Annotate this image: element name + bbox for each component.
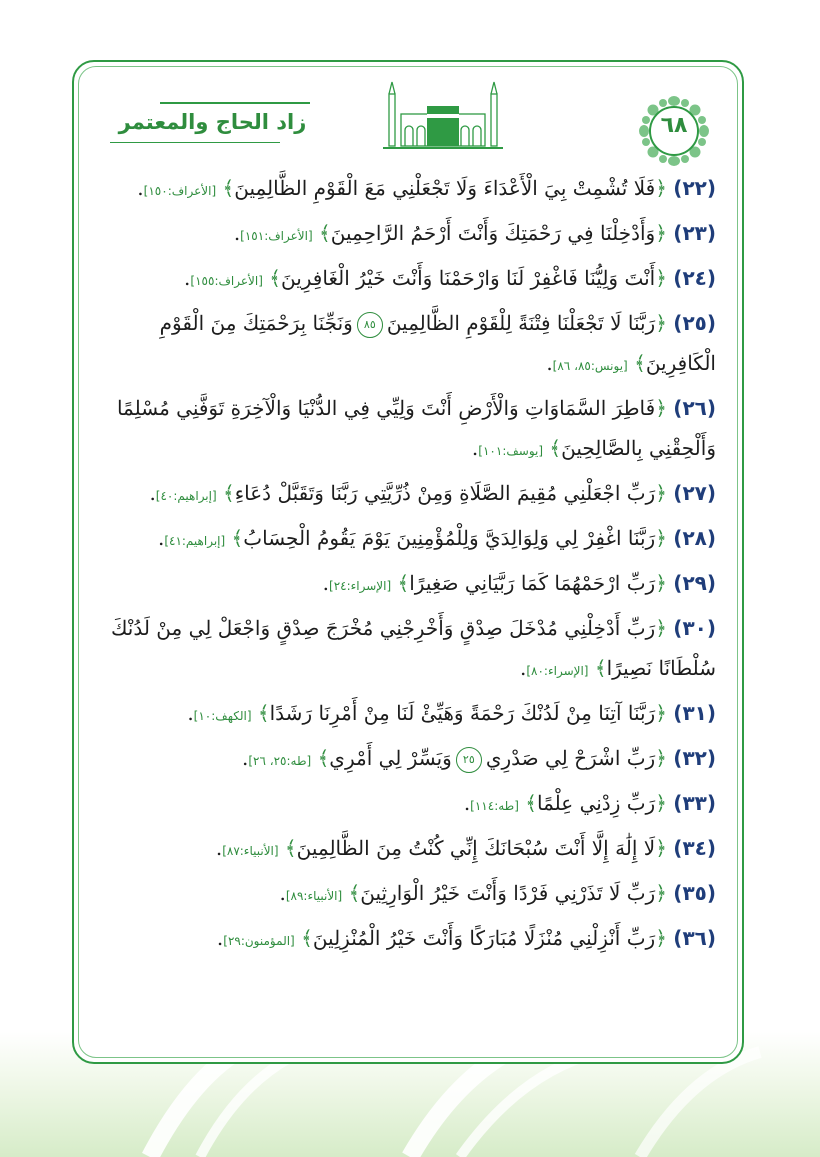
- entry-reference: [إبراهيم:٤١]: [164, 534, 226, 548]
- entry-number: (٣٣): [673, 791, 716, 815]
- entry-text: رَبِّ أَدْخِلْنِي مُدْخَلَ صِدْقٍ وَأَخْرِجْنِي مُخْرَجَ صِدْقٍ وَاجْعَلْ لِي مِنْ لَدُنْكَ سُلْطَانًا نَصِيرًا: [110, 616, 716, 680]
- entry-text: رَبِّ لَا تَذَرْنِي فَرْدًا وَأَنْتَ خَيْرُ الْوَارِثِينَ: [360, 881, 656, 905]
- entry-reference: [يوسف:١٠١]: [478, 444, 544, 458]
- entry-text: أَنْتَ وَلِيُّنَا فَاغْفِرْ لَنَا وَارْحَمْنَا وَأَنْتَ خَيْرُ الْغَافِرِينَ: [280, 266, 656, 290]
- quran-bracket-open-icon: ﴿: [655, 221, 667, 245]
- entry-reference: [طه:١١٤]: [470, 799, 519, 813]
- entry-number: (٢٨): [673, 526, 716, 550]
- entry-reference: [الأعراف:١٥٥]: [190, 274, 263, 288]
- entry-number: (٢٤): [673, 266, 716, 290]
- quran-bracket-close-icon: ﴾: [269, 266, 281, 290]
- quran-bracket-open-icon: ﴿: [655, 701, 667, 725]
- list-item: (٢٦) ﴿فَاطِرَ السَّمَاوَاتِ وَالْأَرْضِ أَنْتَ وَلِيِّي فِي الدُّنْيَا وَالْآخِرَةِ تَوَفَّنِي مُسْلِمًا وَأَلْحِقْنِي بِالصَّالِحِينَ﴾ [يوسف:١٠١].: [116, 396, 716, 460]
- entry-text: فَلَا تُشْمِتْ بِيَ الْأَعْدَاءَ وَلَا تَجْعَلْنِي مَعَ الْقَوْمِ الظَّالِمِينَ: [234, 176, 656, 200]
- list-item: (٢٢) ﴿فَلَا تُشْمِتْ بِيَ الْأَعْدَاءَ وَلَا تَجْعَلْنِي مَعَ الْقَوْمِ الظَّالِمِينَ﴾ [الأعراف:١٥٠].: [137, 176, 716, 200]
- list-item: (٢٧) ﴿رَبِّ اجْعَلْنِي مُقِيمَ الصَّلَاةِ وَمِنْ ذُرِّيَّتِي رَبَّنَا وَتَقَبَّلْ دُعَاءِ﴾ [إبراهيم:٤٠].: [149, 481, 716, 505]
- title-ornament-top: [160, 102, 310, 104]
- dua-list: [100, 168, 716, 963]
- list-item: (٣١) ﴿رَبَّنَا آتِنَا مِنْ لَدُنْكَ رَحْمَةً وَهَيِّئْ لَنَا مِنْ أَمْرِنَا رَشَدًا﴾ [الكهف:١٠].: [187, 701, 716, 725]
- entry-text: لَا إِلَٰهَ إِلَّا أَنْتَ سُبْحَانَكَ إِنِّي كُنْتُ مِنَ الظَّالِمِينَ: [296, 836, 656, 860]
- quran-bracket-close-icon: ﴾: [594, 656, 607, 680]
- entry-text: رَبَّنَا اغْفِرْ لِي وَلِوَالِدَيَّ وَلِلْمُؤْمِنِينَ يَوْمَ يَقُومُ الْحِسَابُ: [243, 526, 656, 550]
- entry-number: (٢٩): [673, 571, 716, 595]
- list-item: (٣٢) ﴿رَبِّ اشْرَحْ لِي صَدْرِي٢٥وَيَسِّرْ لِي أَمْرِي﴾ [طه:٢٥، ٢٦].: [100, 738, 716, 781]
- entry-number: (٣٦): [673, 926, 716, 950]
- entry-reference: [الأعراف:١٥٠]: [143, 184, 217, 198]
- list-item: (٢٩) ﴿رَبِّ ارْحَمْهُمَا كَمَا رَبَّيَانِي صَغِيرًا﴾ [الإسراء:٢٤].: [322, 571, 716, 595]
- quran-bracket-open-icon: ﴿: [655, 746, 667, 770]
- entry-text: رَبِّ ارْحَمْهُمَا كَمَا رَبَّيَانِي صَغِيرًا: [409, 571, 656, 595]
- entry-text: وَأَدْخِلْنَا فِي رَحْمَتِكَ وَأَنْتَ أَرْحَمُ الرَّاحِمِينَ: [330, 221, 656, 245]
- entry-text: رَبِّ أَنْزِلْنِي مُنْزَلًا مُبَارَكًا وَأَنْتَ خَيْرُ الْمُنْزِلِينَ: [312, 926, 656, 950]
- entry-number: (٣١): [673, 701, 716, 725]
- quran-bracket-open-icon: ﴿: [655, 526, 667, 550]
- quran-bracket-open-icon: ﴿: [655, 571, 667, 595]
- entry-number: (٢٣): [673, 221, 716, 245]
- quran-bracket-open-icon: ﴿: [655, 926, 667, 950]
- list-item: (٣٥) ﴿رَبِّ لَا تَذَرْنِي فَرْدًا وَأَنْتَ خَيْرُ الْوَارِثِينَ﴾ [الأنبياء:٨٩].: [279, 881, 716, 905]
- quran-bracket-close-icon: ﴾: [525, 791, 537, 815]
- quran-bracket-open-icon: ﴿: [655, 481, 667, 505]
- entry-number: (٢٥): [673, 311, 716, 335]
- quran-bracket-close-icon: ﴾: [223, 481, 235, 505]
- quran-bracket-close-icon: ﴾: [634, 351, 646, 375]
- quran-bracket-close-icon: ﴾: [284, 836, 297, 860]
- quran-bracket-close-icon: ﴾: [222, 176, 235, 200]
- entry-reference: [يونس:٨٥، ٨٦]: [552, 359, 628, 373]
- ayah-marker: ٨٥: [357, 312, 383, 338]
- entry-reference: [الإسراء:٨٠]: [526, 664, 589, 678]
- quran-bracket-close-icon: ﴾: [549, 436, 562, 460]
- list-item: (٣٦) ﴿رَبِّ أَنْزِلْنِي مُنْزَلًا مُبَارَكًا وَأَنْتَ خَيْرُ الْمُنْزِلِينَ﴾ [المؤمنون:٢٩].: [216, 926, 716, 950]
- list-item: (٣٣) ﴿رَبِّ زِدْنِي عِلْمًا﴾ [طه:١١٤].: [463, 791, 716, 815]
- quran-bracket-close-icon: ﴾: [231, 526, 244, 550]
- quran-bracket-open-icon: ﴿: [655, 616, 667, 640]
- quran-bracket-open-icon: ﴿: [655, 791, 667, 815]
- quran-bracket-close-icon: ﴾: [319, 221, 331, 245]
- entry-reference: [الأنبياء:٨٩]: [285, 889, 343, 903]
- quran-bracket-close-icon: ﴾: [257, 701, 270, 725]
- quran-bracket-open-icon: ﴿: [655, 176, 667, 200]
- entry-reference: [الأنبياء:٨٧]: [222, 844, 279, 858]
- entry-number: (٢٧): [673, 481, 716, 505]
- entry-text-continued: وَنَجِّنَا بِرَحْمَتِكَ مِنَ الْقَوْمِ الْكَافِرِينَ: [159, 311, 716, 375]
- entry-text: رَبِّ اشْرَحْ لِي صَدْرِي: [485, 746, 656, 770]
- ayah-marker: ٢٥: [456, 747, 482, 773]
- quran-bracket-close-icon: ﴾: [317, 746, 330, 770]
- quran-bracket-open-icon: ﴿: [655, 836, 667, 860]
- page-number: ٦٨: [660, 113, 688, 138]
- entry-reference: [المؤمنون:٢٩]: [223, 934, 295, 948]
- title-ornament-bottom: [110, 142, 280, 143]
- entry-number: (٣٤): [673, 836, 716, 860]
- quran-bracket-open-icon: ﴿: [655, 881, 667, 905]
- entry-reference: [الكهف:١٠]: [193, 709, 252, 723]
- list-item: (٢٤) ﴿أَنْتَ وَلِيُّنَا فَاغْفِرْ لَنَا وَارْحَمْنَا وَأَنْتَ خَيْرُ الْغَافِرِينَ﴾ [الأعراف:١٥٥].: [184, 266, 716, 290]
- quran-bracket-open-icon: ﴿: [655, 311, 667, 335]
- list-item: (٢٣) ﴿وَأَدْخِلْنَا فِي رَحْمَتِكَ وَأَنْتَ أَرْحَمُ الرَّاحِمِينَ﴾ [الأعراف:١٥١].: [233, 221, 716, 245]
- list-item: (٢٥) ﴿رَبَّنَا لَا تَجْعَلْنَا فِتْنَةً لِلْقَوْمِ الظَّالِمِينَ٨٥وَنَجِّنَا بِرَحْمَتِكَ مِنَ الْقَوْمِ الْكَافِرِينَ﴾ [يونس:٨٥، ٨٦].: [159, 311, 716, 375]
- entry-text: فَاطِرَ السَّمَاوَاتِ وَالْأَرْضِ أَنْتَ وَلِيِّي فِي الدُّنْيَا وَالْآخِرَةِ تَوَفَّنِي مُسْلِمًا وَأَلْحِقْنِي بِالصَّالِحِينَ: [116, 396, 716, 460]
- entry-reference: [الإسراء:٢٤]: [329, 579, 392, 593]
- entry-number: (٣٠): [673, 616, 716, 640]
- entry-text-continued: وَيَسِّرْ لِي أَمْرِي: [329, 746, 452, 770]
- book-title: زاد الحاج والمعتمر: [118, 110, 307, 134]
- entry-text: رَبَّنَا آتِنَا مِنْ لَدُنْكَ رَحْمَةً وَهَيِّئْ لَنَا مِنْ أَمْرِنَا رَشَدًا: [269, 701, 656, 725]
- entry-reference: [إبراهيم:٤٠]: [155, 489, 217, 503]
- entry-number: (٣٢): [673, 746, 716, 770]
- entry-text: رَبَّنَا لَا تَجْعَلْنَا فِتْنَةً لِلْقَوْمِ الظَّالِمِينَ: [386, 311, 656, 335]
- entry-text: رَبِّ زِدْنِي عِلْمًا: [537, 791, 656, 815]
- quran-bracket-open-icon: ﴿: [655, 266, 667, 290]
- entry-number: (٣٥): [673, 881, 716, 905]
- list-item: (٢٨) ﴿رَبَّنَا اغْفِرْ لِي وَلِوَالِدَيَّ وَلِلْمُؤْمِنِينَ يَوْمَ يَقُومُ الْحِسَابُ﴾ [إبراهيم:٤١].: [157, 526, 716, 550]
- entry-text: رَبِّ اجْعَلْنِي مُقِيمَ الصَّلَاةِ وَمِنْ ذُرِّيَّتِي رَبَّنَا وَتَقَبَّلْ دُعَاءِ: [234, 481, 656, 505]
- entry-number: (٢٢): [673, 176, 716, 200]
- quran-bracket-open-icon: ﴿: [655, 396, 667, 420]
- quran-bracket-close-icon: ﴾: [397, 571, 410, 595]
- entry-reference: [طه:٢٥، ٢٦]: [248, 754, 312, 768]
- quran-bracket-close-icon: ﴾: [348, 881, 361, 905]
- list-item: (٣٠) ﴿رَبِّ أَدْخِلْنِي مُدْخَلَ صِدْقٍ وَأَخْرِجْنِي مُخْرَجَ صِدْقٍ وَاجْعَلْ لِي مِنْ لَدُنْكَ سُلْطَانًا نَصِيرًا﴾ [الإسراء:٨٠].: [110, 616, 716, 680]
- entry-reference: [الأعراف:١٥١]: [240, 229, 313, 243]
- entry-number: (٢٦): [673, 396, 716, 420]
- kaaba-mosque-icon: [383, 76, 503, 152]
- list-item: (٣٤) ﴿لَا إِلَٰهَ إِلَّا أَنْتَ سُبْحَانَكَ إِنِّي كُنْتُ مِنَ الظَّالِمِينَ﴾ [الأنبياء:٨٧].: [215, 836, 716, 860]
- quran-bracket-close-icon: ﴾: [301, 926, 313, 950]
